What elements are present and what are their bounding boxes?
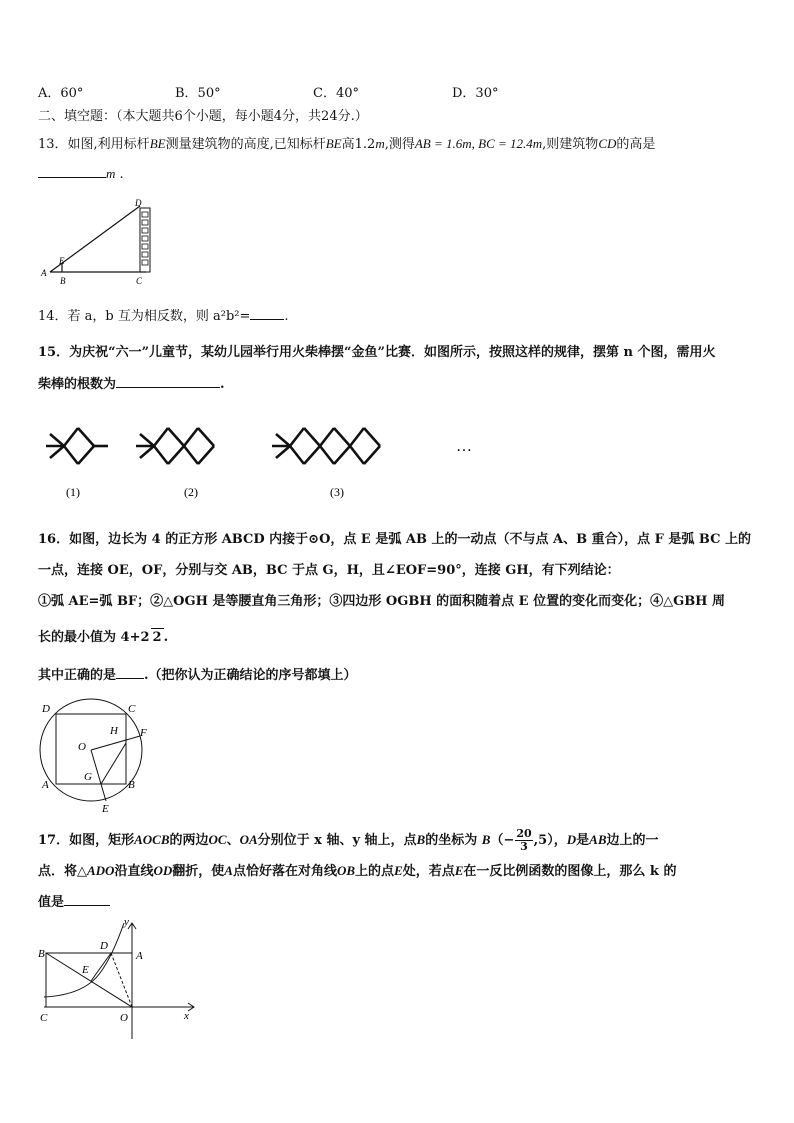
q17-line1: 17．如图，矩形AOCB的两边OC、OA分别位于 x 轴、y 轴上，点B的坐标为 B（− $\frac{20}{3}$ ,5），D是AB边上的一 [38,827,659,853]
fig-label-1: (1) [66,485,80,499]
label-d: D [135,198,142,208]
q15-answer-blank[interactable] [116,375,220,388]
option-c: C．40° [313,86,359,101]
inverse-function-curve [44,923,124,997]
option-b: B．50° [175,86,221,101]
label-f: F [140,727,147,739]
fig-label-2: (2) [184,485,198,499]
q13-answer-blank[interactable] [38,165,106,178]
q14-text: 14．若 a，b 互为相反数，则 a²b²= . [38,309,289,324]
label-a: A [41,268,47,278]
label-b: B [128,779,135,791]
option-a: A．60° [38,86,84,101]
q13-text: 13．如图,利用标杆BE测量建筑物的高度,已知标杆BE高1.2m,测得AB = 1.6m, BC = 12.4m,则建筑物CD的高是 [38,136,656,152]
segment-of [91,736,140,750]
label-c: C [128,703,136,715]
label-b: B [60,276,66,286]
building-windows [142,212,148,265]
segment-gh [101,743,126,784]
fish-2 [136,428,214,464]
label-c: C [40,1012,48,1024]
continuation-dots: … [456,438,472,455]
option-d: D．30° [452,86,499,101]
fish-1 [46,428,108,464]
label-e: E [59,256,65,266]
coordinate-fraction: $\frac{20}{3}$ [516,827,532,853]
section-title: 二、填空题：（本大题共6个小题，每小题4分，共24分.） [38,109,368,124]
label-d: D [100,940,108,952]
segment-de [91,953,111,981]
q13-answer-line: m . [38,165,124,184]
q16-line2: 一点，连接 OE，OF，分别与交 AB，BC 于点 G，H，且∠EOF=90°，连接 GH，有下列结论： [38,563,620,578]
q17-line2: 点．将△ADO沿直线OD翻折，使A点恰好落在对角线OB上的点E处，若点E在一反比例函数的图像上，那么 k 的 [38,863,677,879]
diagonal-ob [46,953,132,1007]
label-b: B [38,948,45,960]
q16-line3: ①弧 AE=弧 BF；②△OGH 是等腰直角三角形；③四边形 OGBH 的面积随着点 E 位置的变化而变化；④△GBH 周 [38,594,725,609]
q14-answer-blank[interactable] [250,307,284,320]
building-cd [140,208,150,272]
q16-line5: 其中正确的是 .（把你认为正确结论的序号都填上） [38,668,357,683]
q13-figure [40,196,160,288]
q15-line2: 柴棒的根数为 . [38,377,225,392]
label-c: C [136,276,143,286]
label-h: H [110,725,118,737]
q15-line1: 15．为庆祝“六一”儿童节，某幼儿园举行用火柴棒摆“金鱼”比赛．如图所示，按照这样的规律，摆第 n 个图，需用火 [38,345,716,360]
label-d: D [42,703,50,715]
q17-answer-blank[interactable] [64,893,110,906]
label-a: A [136,950,143,962]
segment-oe [91,750,106,801]
label-x: x [184,1010,189,1022]
q16-answer-blank[interactable] [116,666,144,679]
label-o: O [78,741,86,753]
q15-figure [40,418,500,504]
label-e: E [102,803,109,814]
fig-label-3: (3) [330,485,344,499]
label-y: y [124,916,129,928]
q16-line1: 16．如图，边长为 4 的正方形 ABCD 内接于⊙O，点 E 是弧 AB 上的一动点（不与点 A、B 重合），点 F 是弧 BC 上的 [38,532,752,547]
fish-3 [272,428,380,464]
label-e: E [82,964,89,976]
fold-line-od [111,953,132,1007]
label-g: G [84,771,92,783]
q17-figure [36,913,200,1043]
q17-line3: 值是 [38,893,110,912]
sqrt-radicand: 2 [152,630,162,645]
q16-line4: 长的最小值为 4+2 2 . [38,630,169,645]
q16-figure [36,696,160,814]
label-o: O [120,1012,128,1024]
label-a: A [42,779,49,791]
